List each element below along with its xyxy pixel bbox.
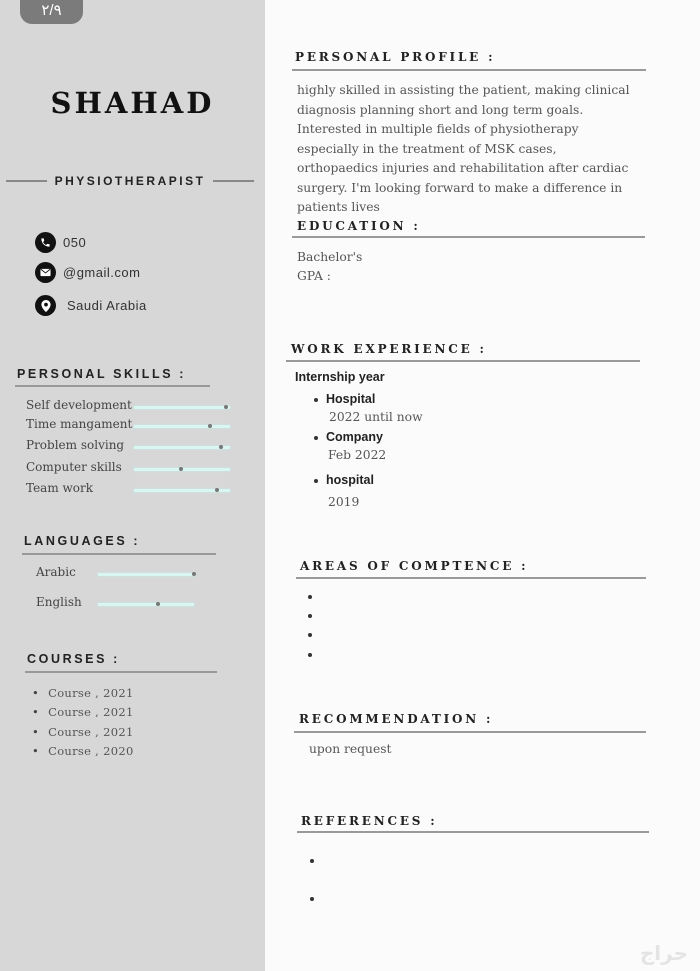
divider [6,180,47,182]
watermark-logo: حراج [639,941,688,965]
contact-location [35,295,147,316]
bullet [310,897,314,901]
recommendation-text: upon request [309,742,392,756]
location-text: Saudi Arabia [67,298,147,313]
list-item: • Course , 2020 [32,744,134,763]
divider [296,577,646,579]
skill-label: Time mangament [26,417,133,431]
candidate-name: SHAHAD [50,86,215,120]
skills-heading: PERSONAL SKILLS : [17,367,186,381]
phone-icon [35,232,56,253]
divider [292,236,645,238]
list-item: • Course , 2021 [32,705,134,724]
skill-level-bar [134,446,230,449]
skill-level-marker [219,445,223,449]
skill-level-marker [156,602,160,606]
experience-place: hospital [326,473,374,487]
skill-level-marker [208,424,212,428]
skill-level-bar [98,573,196,576]
phone-number: 050 [63,235,87,250]
mail-icon [35,262,56,283]
divider [213,180,254,182]
bullet [314,436,318,440]
bullet [308,595,312,599]
skill-label: English [36,595,82,609]
skill-level-marker [192,572,196,576]
skill-level-bar [134,489,230,492]
skill-label: Self development [26,398,132,412]
skill-level-marker [215,488,219,492]
skill-level-bar [134,425,230,428]
bullet [310,859,314,863]
bullet [314,398,318,402]
profile-heading: PERSONAL PROFILE : [295,50,496,64]
education-heading: EDUCATION : [297,219,421,233]
languages-heading: LANGUAGES : [24,534,141,548]
bullet [308,633,312,637]
divider [22,553,216,555]
courses-heading: COURSES : [27,652,120,666]
experience-place: Hospital [326,392,376,406]
experience-date: 2019 [328,495,360,509]
bullet [314,479,318,483]
education-degree: Bachelor's [297,250,363,264]
job-title: PHYSIOTHERAPIST [54,174,206,188]
experience-date: Feb 2022 [328,448,387,462]
contact-phone [35,232,86,253]
profile-text: highly skilled in assisting the patient, making clinical diagnosis planning short and long term goals. Interested in multiple fields of physiotherapy especially in the treatment of MSK cases, orthopaedics injuries and rehabilitation after cardiac surgery. I'm looking forward to make a difference in patients lives [297,83,630,214]
skill-label: Computer skills [26,460,122,474]
divider [286,360,640,362]
email-address: @gmail.com [63,265,141,280]
location-pin-icon [35,295,56,316]
divider [292,69,646,71]
experience-subtitle: Internship year [295,370,385,384]
page-number-badge: ٢/٩ [20,0,83,24]
bullet [308,653,312,657]
experience-place: Company [326,430,383,444]
recommendation-heading: RECOMMENDATION : [299,712,494,726]
divider [297,831,649,833]
skill-level-marker [224,405,228,409]
job-title-row [6,174,254,188]
skill-level-marker [179,467,183,471]
skill-level-bar [98,603,194,606]
competence-heading: AREAS OF COMPTENCE : [300,559,529,573]
skill-label: Arabic [36,565,76,579]
skill-label: Team work [26,481,94,495]
skill-label: Problem solving [26,438,125,452]
references-heading: REFERENCES : [301,814,438,828]
education-gpa: GPA : [297,269,331,283]
courses-list [32,686,134,763]
skill-level-bar [134,468,230,471]
bullet [308,614,312,618]
contact-email [35,262,140,283]
divider [25,671,217,673]
experience-date: 2022 until now [329,410,423,424]
skill-level-bar [134,406,230,409]
list-item: • Course , 2021 [32,725,134,744]
divider [294,731,646,733]
divider [15,385,210,387]
list-item: • Course , 2021 [32,686,134,705]
experience-heading: WORK EXPERIENCE : [291,342,487,356]
